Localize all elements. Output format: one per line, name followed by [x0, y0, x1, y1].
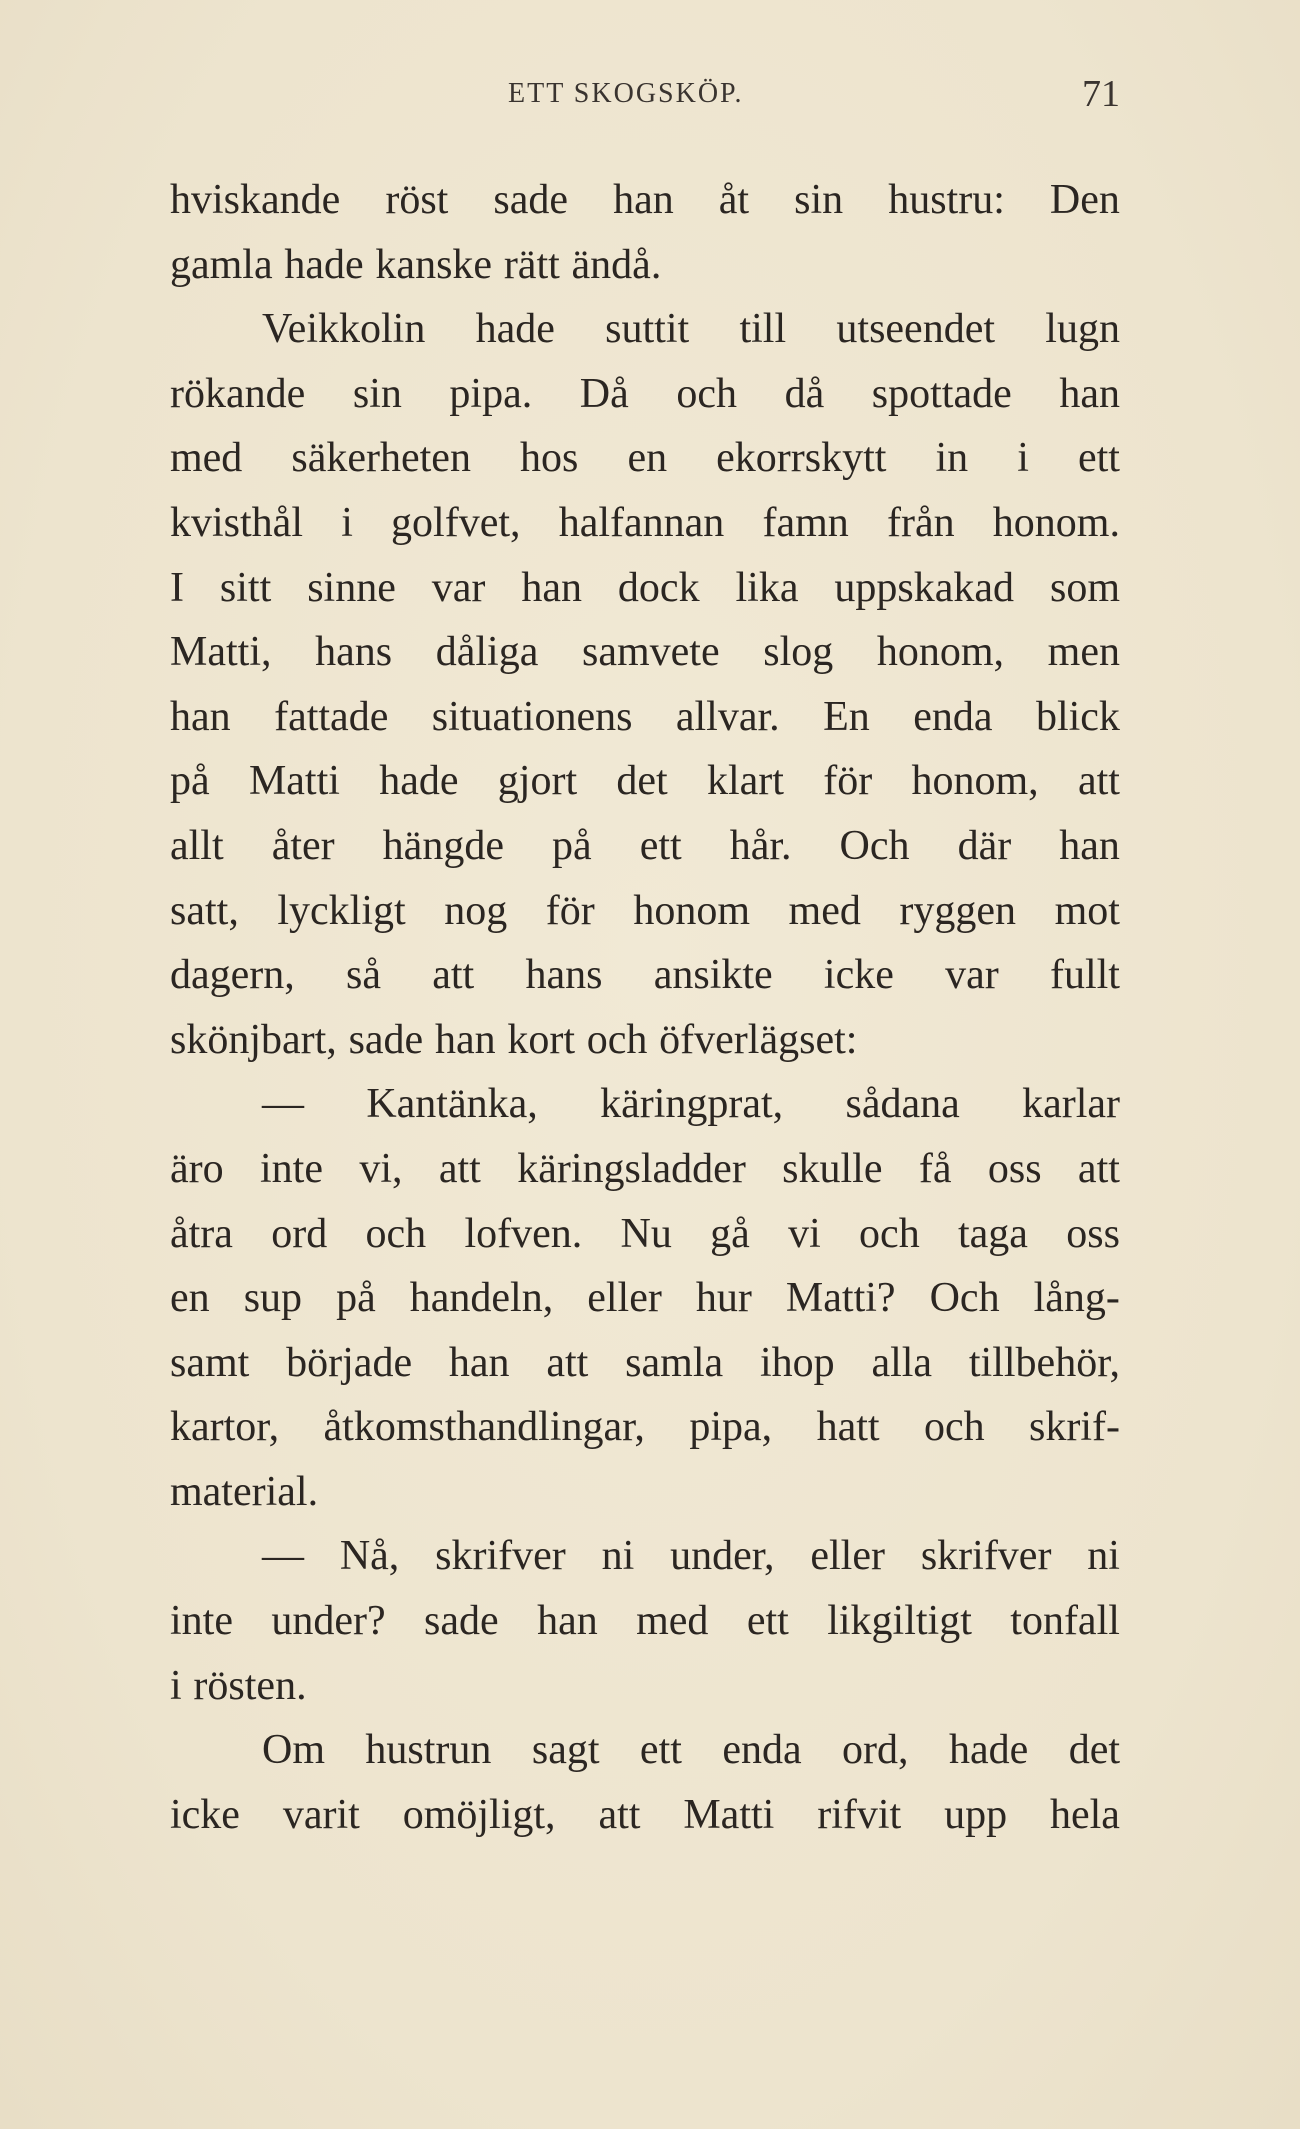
text-line: inte under? sade han med ett likgiltigt tonfall: [170, 1598, 1120, 1645]
running-head: [170, 73, 1120, 118]
text-line: Matti, hans dåliga samvete slog honom, men: [170, 629, 1120, 676]
text-line: äro inte vi, att käringsladder skulle få oss att: [170, 1145, 1120, 1192]
text-line: — Kantänka, käringprat, sådana karlar: [262, 1081, 1120, 1128]
text-line: icke varit omöjligt, att Matti rifvit upp hela: [170, 1791, 1120, 1838]
text-line: han fattade situationens allvar. En enda blick: [170, 693, 1120, 740]
text-line: Veikkolin hade suttit till utseendet lugn: [262, 306, 1120, 353]
text-line: allt åter hängde på ett hår. Och där han: [170, 822, 1120, 869]
text-line: åtra ord och lofven. Nu gå vi och taga oss: [170, 1210, 1120, 1257]
text-line: hviskande röst sade han åt sin hustru: Den: [170, 177, 1120, 223]
text-line: gamla hade kanske rätt ändå.: [170, 241, 662, 288]
text-line: skönjbart, sade han kort och öfverlägset:: [170, 1016, 858, 1063]
text-line: Om hustrun sagt ett enda ord, hade det: [262, 1727, 1120, 1774]
text-line: material.: [170, 1468, 319, 1515]
text-line: en sup på handeln, eller hur Matti? Och lång-: [170, 1275, 1120, 1322]
text-line: I sitt sinne var han dock lika uppskakad som: [170, 564, 1120, 611]
text-line: rökande sin pipa. Då och då spottade han: [170, 370, 1120, 417]
text-line: i rösten.: [170, 1662, 307, 1709]
text-line: dagern, så att hans ansikte icke var fullt: [170, 952, 1120, 999]
text-line: kartor, åtkomsthandlingar, pipa, hatt och skrif-: [170, 1404, 1120, 1451]
page-number: 71: [1082, 73, 1120, 115]
text-line: — Nå, skrifver ni under, eller skrifver ni: [262, 1533, 1120, 1580]
text-line: samt började han att samla ihop alla tillbehör,: [170, 1339, 1120, 1386]
body-text: [170, 168, 1120, 1847]
text-line: kvisthål i golfvet, halfannan famn från honom.: [170, 499, 1120, 546]
text-line: satt, lyckligt nog för honom med ryggen mot: [170, 887, 1120, 934]
text-line: på Matti hade gjort det klart för honom, att: [170, 758, 1120, 805]
running-head-title: ETT SKOGSKÖP.: [508, 78, 744, 109]
text-line: med säkerheten hos en ekorrskytt in i ett: [170, 435, 1120, 482]
